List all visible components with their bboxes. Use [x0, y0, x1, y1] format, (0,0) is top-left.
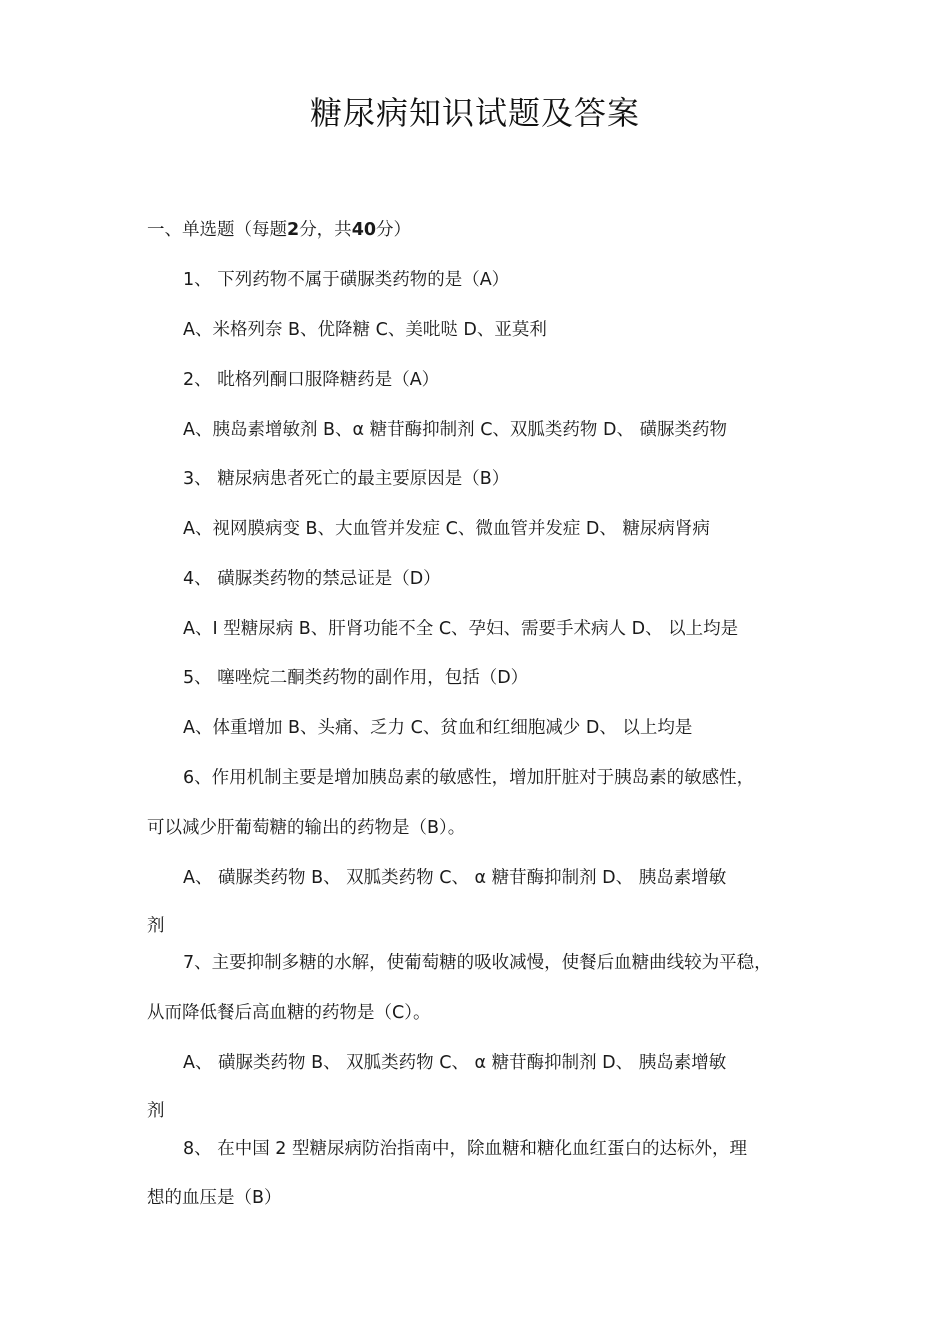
options-2: A、胰岛素增敏剂 B、α 糖苷酶抑制剂 C、双胍类药物 D、 磺脲类药物	[183, 420, 728, 440]
question-3: 3、 糖尿病患者死亡的最主要原因是（B）	[183, 469, 510, 489]
document-title: 糖尿病知识试题及答案	[309, 94, 640, 132]
section-middle: 分，共	[299, 220, 352, 240]
question-8-continued: 想的血压是（B）	[147, 1188, 282, 1208]
options-3: A、视网膜病变 B、大血管并发症 C、微血管并发症 D、 糖尿病肾病	[183, 519, 710, 539]
options-7-continued: 剂	[147, 1101, 165, 1121]
question-7-continued: 从而降低餐后高血糖的药物是（C）。	[147, 1003, 431, 1023]
section-points-total: 40	[351, 220, 377, 240]
question-8: 8、 在中国 2 型糖尿病防治指南中，除血糖和糖化血红蛋白的达标外，理	[183, 1139, 747, 1159]
question-6: 6、作用机制主要是增加胰岛素的敏感性，增加肝脏对于胰岛素的敏感性，	[183, 768, 755, 788]
question-7: 7、主要抑制多糖的水解，使葡萄糖的吸收减慢，使餐后血糖曲线较为平稳，	[183, 953, 772, 973]
section-prefix: 一、单选题（每题	[147, 220, 287, 240]
question-1: 1、 下列药物不属于磺脲类药物的是（A）	[183, 270, 510, 290]
section-suffix: 分）	[376, 220, 412, 240]
options-1: A、米格列奈 B、优降糖 C、美吡哒 D、亚莫利	[183, 320, 547, 340]
question-4: 4、 磺脲类药物的禁忌证是（D）	[183, 569, 441, 589]
question-6-continued: 可以减少肝葡萄糖的输出的药物是（B）。	[147, 818, 466, 838]
options-6: A、 磺脲类药物 B、 双胍类药物 C、 α 糖苷酶抑制剂 D、 胰岛素增敏	[183, 868, 727, 888]
question-5: 5、 噻唑烷二酮类药物的副作用，包括（D）	[183, 668, 529, 688]
question-2: 2、 吡格列酮口服降糖药是（A）	[183, 370, 440, 390]
options-6-continued: 剂	[147, 916, 165, 936]
options-4: A、I 型糖尿病 B、肝肾功能不全 C、孕妇、需要手术病人 D、 以上均是	[183, 619, 739, 639]
section-points-each: 2	[287, 220, 300, 240]
options-5: A、体重增加 B、头痛、乏力 C、贫血和红细胞减少 D、 以上均是	[183, 718, 693, 738]
options-7: A、 磺脲类药物 B、 双胍类药物 C、 α 糖苷酶抑制剂 D、 胰岛素增敏	[183, 1053, 727, 1073]
section-heading	[147, 218, 411, 242]
